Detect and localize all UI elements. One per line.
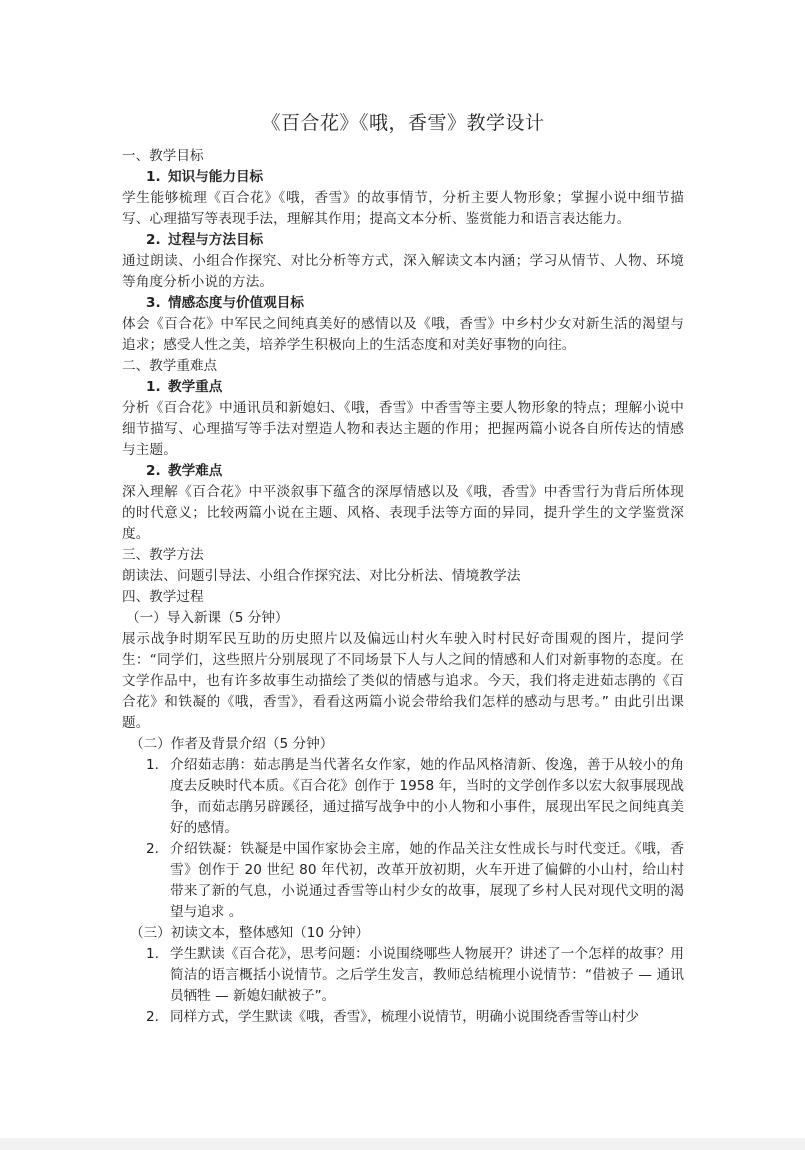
list-number: 1.	[146, 946, 159, 962]
paragraph-methods: 朗读法、问题引导法、小组合作探究法、对比分析法、情境教学法	[122, 568, 521, 584]
subheading-knowledge	[122, 167, 684, 188]
subheading-process	[122, 230, 684, 251]
subheading-label: 知识与能力目标	[168, 169, 264, 185]
document-body	[122, 110, 684, 1028]
list-item-text: 学生默读《百合花》，思考问题：小说围绕哪些人物展开？讲述了一个怎样的故事？用简洁的语言概括小说情节。之后学生发言，教师总结梳理小说情节：“借被子 — 通讯员牺牲 — 新媳妇献被子”。	[170, 946, 684, 1004]
paragraph-emotion: 体会《百合花》中军民之间纯真美好的感情以及《哦，香雪》中乡村少女对新生活的渴望与追求；感受人性之美，培养学生积极向上的生活态度和对美好事物的向往。	[122, 316, 684, 353]
subheading-number: 1.	[146, 169, 161, 185]
subheading-label: 教学难点	[168, 463, 223, 479]
subheading-difficulty	[122, 461, 684, 482]
subheading-emotion	[122, 293, 684, 314]
list-item-text: 介绍茹志鹃：茹志鹃是当代著名女作家，她的作品风格清新、俊逸，善于从较小的角度去反映时代本质。《百合花》创作于 1958 年，当时的文学创作多以宏大叙事展现战争，而茹志鹃另辟蹊径，通过描写战争中的小人物和小事件，展现出军民之间纯真美好的感情。	[170, 757, 684, 836]
paragraph-intro: 展示战争时期军民互助的历史照片以及偏远山村火车驶入时村民好奇围观的图片，提问学生：“同学们，这些照片分别展现了不同场景下人与人之间的情感和人们对新事物的态度。在文学作品中，也有许多故事生动描绘了类似的情感与追求。今天，我们将走进茹志鹃的《百合花》和铁凝的《哦，香雪》，看看这两篇小说会带给我们怎样的感动与思考。” 由此引出课题。	[122, 631, 684, 731]
subheading-number: 3.	[146, 295, 161, 311]
paragraph-difficulty: 深入理解《百合花》中平淡叙事下蕴含的深厚情感以及《哦，香雪》中香雪行为背后所体现的时代意义；比较两篇小说在主题、风格、表现手法等方面的异同，提升学生的文学鉴赏深度。	[122, 484, 684, 542]
list-item-text: 同样方式，学生默读《哦，香雪》，梳理小说情节，明确小说围绕香雪等山村少	[170, 1009, 639, 1025]
section-heading-methods: 三、教学方法	[122, 547, 204, 563]
list-number: 2.	[146, 841, 159, 857]
part-heading-reading: （三）初读文本，整体感知（10 分钟）	[130, 925, 370, 941]
list-item	[122, 944, 684, 1007]
list-item	[122, 755, 684, 839]
part-heading-intro: （一）导入新课（5 分钟）	[126, 610, 289, 626]
subheading-number: 2.	[146, 463, 161, 479]
paragraph-knowledge: 学生能够梳理《百合花》《哦，香雪》的故事情节，分析主要人物形象；掌握小说中细节描写、心理描写等表现手法，理解其作用；提高文本分析、鉴赏能力和语言表达能力。	[122, 190, 684, 227]
subheading-number: 2.	[146, 232, 161, 248]
list-item	[122, 1007, 684, 1028]
list-number: 2.	[146, 1009, 159, 1025]
section-heading-key-points: 二、教学重难点	[122, 358, 218, 374]
list-item-text: 介绍铁凝：铁凝是中国作家协会主席，她的作品关注女性成长与时代变迁。《哦，香雪》创作于 20 世纪 80 年代初，改革开放初期，火车开进了偏僻的小山村，给山村带来了新的气息，小说通过香雪等山村少女的故事，展现了乡村人民对现代文明的渴望与追求 。	[170, 841, 684, 920]
subheading-label: 过程与方法目标	[168, 232, 264, 248]
part-heading-authors: （二）作者及背景介绍（5 分钟）	[130, 736, 334, 752]
paragraph-focus: 分析《百合花》中通讯员和新媳妇、《哦，香雪》中香雪等主要人物形象的特点；理解小说中细节描写、心理描写等手法对塑造人物和表达主题的作用；把握两篇小说各自所传达的情感与主题。	[122, 400, 684, 458]
subheading-focus	[122, 377, 684, 398]
section-heading-process: 四、教学过程	[122, 589, 204, 605]
subheading-number: 1.	[146, 379, 161, 395]
subheading-label: 情感态度与价值观目标	[168, 295, 304, 311]
list-number: 1.	[146, 757, 159, 773]
paragraph-process: 通过朗读、小组合作探究、对比分析等方式，深入解读文本内涵；学习从情节、人物、环境等角度分析小说的方法。	[122, 253, 684, 290]
list-item	[122, 839, 684, 923]
section-heading-objectives: 一、教学目标	[122, 148, 204, 164]
document-title: 《百合花》《哦，香雪》教学设计	[261, 112, 545, 134]
subheading-label: 教学重点	[168, 379, 223, 395]
